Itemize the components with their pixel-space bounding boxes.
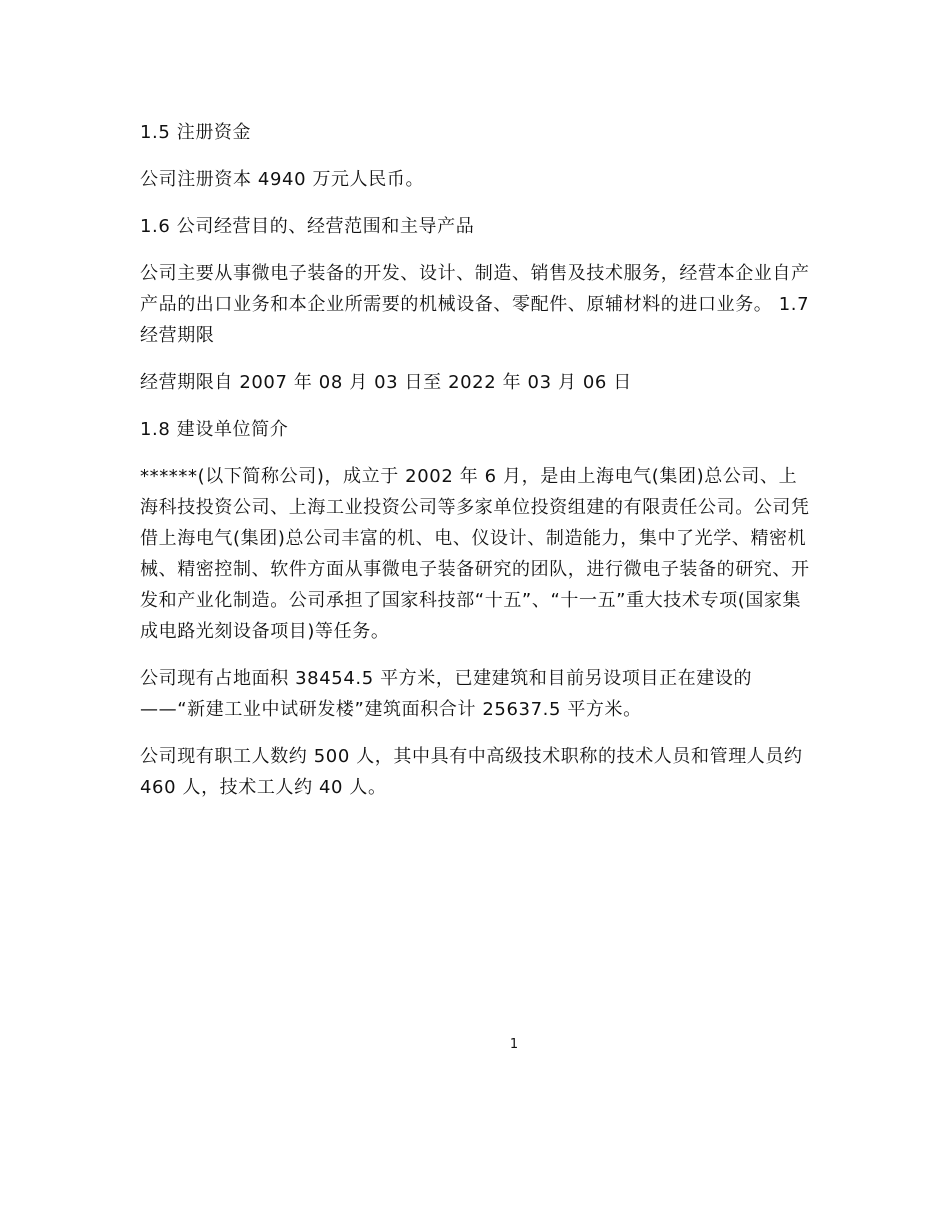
section-heading-company-profile: 1.8 建设单位简介 [140, 419, 289, 440]
paragraph-company-profile: ******(以下简称公司)，成立于 2002 年 6 月，是由上海电气(集团)总公司、上海科技投资公司、上海工业投资公司等多家单位投资组建的有限责任公司。公司凭借上海电气(集团)总公司丰富的机、电、仪设计、制造能力，集中了光学、精密机械、精密控制、软件方面从事微电子装备研究的团队，进行微电子装备的研究、开发和产业化制造。公司承担了国家科技部“十五”、“十一五”重大技术专项(国家集成电路光刻设备项目)等任务。 [140, 466, 810, 642]
paragraph-business-term: 经营期限自 2007 年 08 月 03 日至 2022 年 03 月 06 日 [140, 372, 632, 393]
page-number: 1 [509, 1037, 519, 1052]
section-heading-business-scope: 1.6 公司经营目的、经营范围和主导产品 [140, 216, 475, 237]
document-body [140, 117, 812, 819]
paragraph-staff: 公司现有职工人数约 500 人，其中具有中高级技术职称的技术人员和管理人员约 460 人，技术工人约 40 人。 [140, 746, 803, 798]
paragraph-land-area: 公司现有占地面积 38454.5 平方米，已建建筑和目前另设项目正在建设的——“新建工业中试研发楼”建筑面积合计 25637.5 平方米。 [140, 668, 753, 720]
paragraph-registered-capital: 公司注册资本 4940 万元人民币。 [140, 169, 425, 190]
section-heading-registered-capital: 1.5 注册资金 [140, 122, 252, 143]
paragraph-business-scope: 公司主要从事微电子装备的开发、设计、制造、销售及技术服务，经营本企业自产产品的出口业务和本企业所需要的机械设备、零配件、原辅材料的进口业务。 1.7 经营期限 [140, 263, 810, 346]
